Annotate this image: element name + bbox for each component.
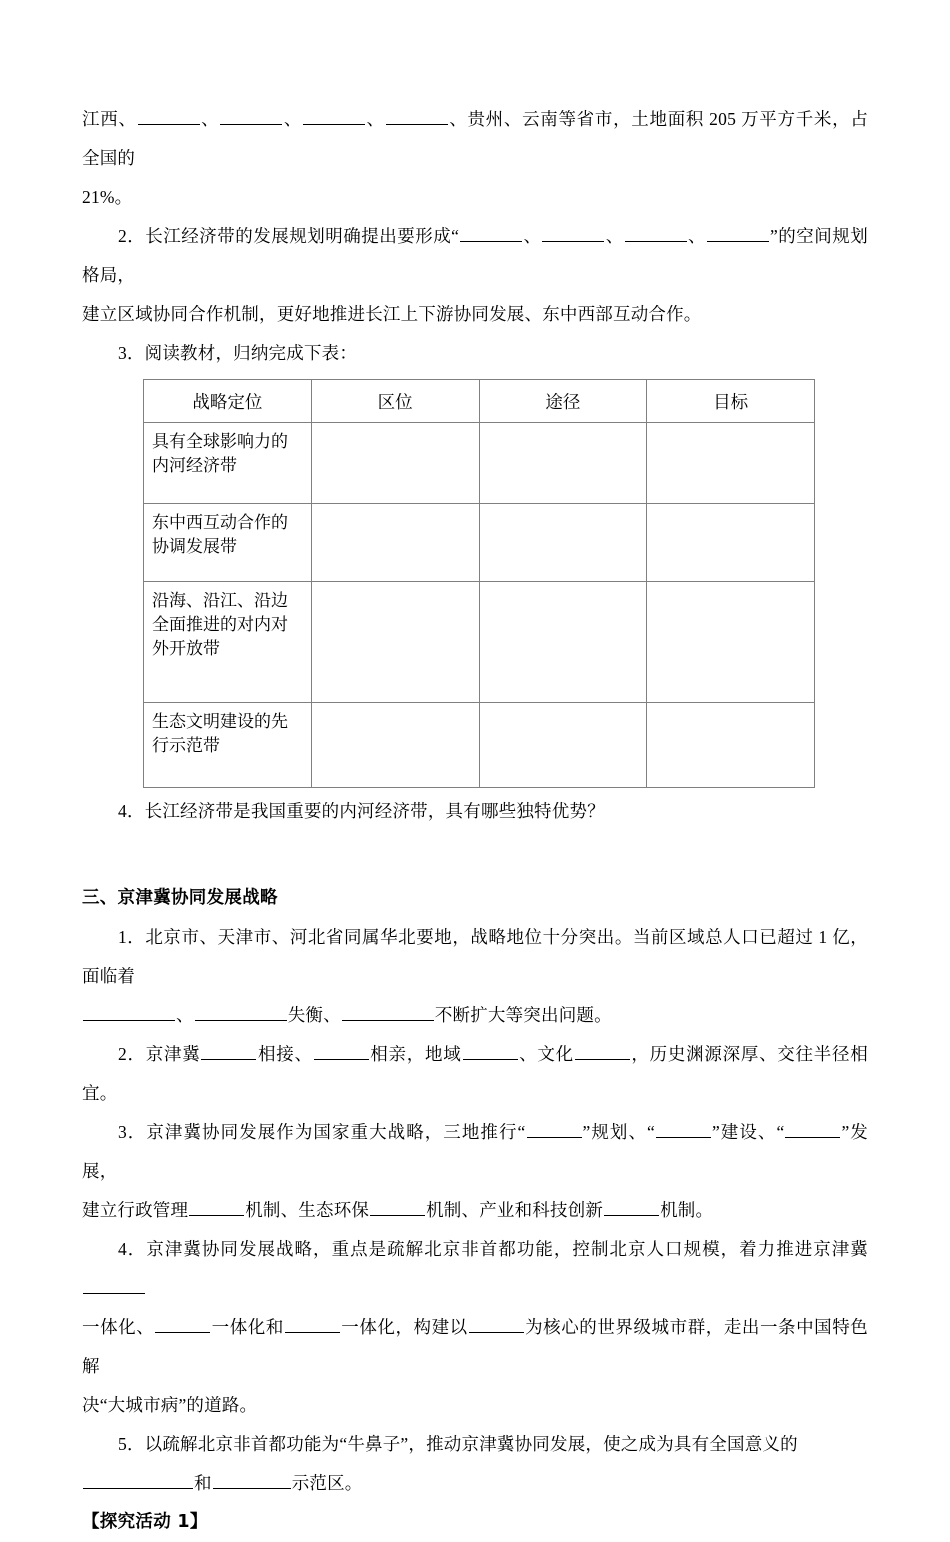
fill-blank[interactable] <box>469 1317 524 1333</box>
fill-blank[interactable] <box>83 1005 175 1021</box>
table-cell-location[interactable] <box>311 582 479 703</box>
s3-item1-number: 1． <box>118 927 146 947</box>
fill-blank[interactable] <box>463 1044 518 1060</box>
table-cell-goal[interactable] <box>647 504 815 582</box>
s3-item2-t4: ，历史渊源深厚、交往半径相宜。 <box>82 1044 868 1103</box>
table-cell-location[interactable] <box>311 504 479 582</box>
activity-label: 【探究活动 1】 <box>82 1512 208 1532</box>
paragraph-s3-item4-line2 <box>82 1308 868 1386</box>
s3-item3-l2t2: 机制、产业和科技创新 <box>426 1200 604 1220</box>
paragraph-item1-continued <box>82 100 868 178</box>
item1-sep1: 、 <box>200 109 220 129</box>
item1-sep3: 、 <box>366 109 385 129</box>
s3-item3-l2t3: 机制。 <box>660 1200 714 1220</box>
s3-item1-sep1: 、 <box>176 1005 194 1025</box>
fill-blank[interactable] <box>542 226 604 242</box>
fill-blank[interactable] <box>314 1044 369 1060</box>
fill-blank[interactable] <box>201 1044 256 1060</box>
fill-blank[interactable] <box>213 1473 291 1489</box>
paragraph-s3-item3-line2 <box>82 1191 868 1230</box>
item2-sep1: 、 <box>523 226 542 246</box>
fill-blank[interactable] <box>460 226 522 242</box>
table-cell-strategy <box>144 703 312 788</box>
s3-item3-t0: 京津冀协同发展作为国家重大战略，三地推行“ <box>146 1122 526 1142</box>
paragraph-s3-item1-line2 <box>82 996 868 1035</box>
paragraph-s3-item5 <box>82 1425 868 1464</box>
s3-item4-t2: 一体化和 <box>211 1317 284 1337</box>
table-row <box>144 703 815 788</box>
fill-blank[interactable] <box>342 1005 434 1021</box>
s3-item4-t1: 一体化、 <box>82 1317 155 1337</box>
fill-blank[interactable] <box>220 109 282 125</box>
item4-text: 长江经济带是我国重要的内河经济带，具有哪些独特优势？ <box>144 801 605 821</box>
s3-item2-t2: 相亲，地域 <box>369 1044 462 1064</box>
table-cell-approach[interactable] <box>479 423 647 504</box>
item2-text-before: 长江经济带的发展规划明确提出要形成“ <box>145 226 460 246</box>
table-cell-goal[interactable] <box>647 582 815 703</box>
fill-blank[interactable] <box>83 1278 145 1294</box>
table-cell-goal[interactable] <box>647 423 815 504</box>
table-cell-location[interactable] <box>311 423 479 504</box>
fill-blank[interactable] <box>138 109 200 125</box>
table-cell-strategy <box>144 423 312 504</box>
fill-blank[interactable] <box>303 109 365 125</box>
table-header-approach: 途径 <box>479 380 647 423</box>
table-cell-strategy <box>144 504 312 582</box>
paragraph-s3-item5-line2 <box>82 1464 868 1503</box>
paragraph-s3-item4-line3: 决“大城市病”的道路。 <box>82 1395 258 1415</box>
item2-sep2: 、 <box>605 226 624 246</box>
table-header-row <box>144 380 815 423</box>
fill-blank[interactable] <box>83 1473 193 1489</box>
item3-text: 阅读教材，归纳完成下表： <box>144 343 358 363</box>
fill-blank[interactable] <box>527 1122 582 1138</box>
fill-blank[interactable] <box>604 1200 659 1216</box>
item2-text-after: ”的空间规划格局， <box>82 226 868 285</box>
section-heading-three: 三、京津冀协同发展战略 <box>82 888 278 908</box>
table-cell-strategy <box>144 582 312 703</box>
cell-text: 东中西互动合作的协调发展带 <box>152 513 288 556</box>
table-cell-approach[interactable] <box>479 504 647 582</box>
s3-item4-t4: 为核心的世界级城市群，走出一条中国特色解 <box>82 1317 868 1376</box>
s3-item3-l2t1: 机制、生态环保 <box>245 1200 370 1220</box>
paragraph-s3-item2 <box>82 1035 868 1113</box>
table-row <box>144 582 815 703</box>
s3-item5-t2: 示范区。 <box>291 1473 363 1493</box>
s3-item4-t3: 一体化，构建以 <box>340 1317 468 1337</box>
item2-number: 2． <box>118 226 146 246</box>
fill-blank[interactable] <box>386 109 448 125</box>
table-cell-approach[interactable] <box>479 703 647 788</box>
s3-item3-t3: ”发展， <box>82 1122 868 1181</box>
cell-text: 生态文明建设的先行示范带 <box>152 712 288 755</box>
fill-blank[interactable] <box>575 1044 630 1060</box>
section-spacer <box>82 831 868 879</box>
paragraph-item1-line2: 21%。 <box>82 187 133 207</box>
s3-item2-number: 2． <box>118 1044 146 1064</box>
s3-item1-mid1: 失衡、 <box>287 1005 341 1025</box>
fill-blank[interactable] <box>189 1200 244 1216</box>
fill-blank[interactable] <box>707 226 769 242</box>
table-header-goal: 目标 <box>647 380 815 423</box>
fill-blank[interactable] <box>656 1122 711 1138</box>
item2-sep3: 、 <box>687 226 707 246</box>
paragraph-item2-line2: 建立区域协同合作机制，更好地推进长江上下游协同发展、东中西部互动合作。 <box>82 304 702 324</box>
table-cell-goal[interactable] <box>647 703 815 788</box>
s3-item1-line1: 北京市、天津市、河北省同属华北要地，战略地位十分突出。当前区域总人口已超过 1 亿，面临着 <box>82 927 868 986</box>
cell-text: 具有全球影响力的内河经济带 <box>152 432 288 475</box>
paragraph-item4 <box>82 792 868 831</box>
s3-item3-t2: ”建设、“ <box>711 1122 785 1142</box>
paragraph-s3-item4 <box>82 1230 868 1308</box>
s3-item2-t1: 相接、 <box>257 1044 313 1064</box>
document-content <box>82 100 868 1542</box>
table-cell-approach[interactable] <box>479 582 647 703</box>
s3-item5-number: 5． <box>118 1434 145 1454</box>
table-row <box>144 504 815 582</box>
fill-blank[interactable] <box>195 1005 287 1021</box>
fill-blank[interactable] <box>155 1317 210 1333</box>
s3-item3-t1: ”规划、“ <box>582 1122 655 1142</box>
s3-item1-tail: 不断扩大等突出问题。 <box>434 1005 612 1025</box>
cell-text: 沿海、沿江、沿边全面推进的对内对外开放带 <box>152 591 288 658</box>
fill-blank[interactable] <box>370 1200 425 1216</box>
s3-item4-number: 4． <box>118 1239 147 1259</box>
paragraph-s3-item1 <box>82 918 868 996</box>
s3-item5-t0: 以疏解北京非首都功能为“牛鼻子”，推动京津冀协同发展，使之成为具有全国意义的 <box>144 1434 798 1454</box>
s3-item3-number: 3． <box>118 1122 147 1142</box>
paragraph-item2 <box>82 217 868 295</box>
item1-sep2: 、 <box>283 109 303 129</box>
table-row <box>144 423 815 504</box>
item1-prefix: 江西、 <box>82 109 137 129</box>
s3-item3-l2t0: 建立行政管理 <box>82 1200 189 1220</box>
table-header-strategy: 战略定位 <box>144 380 312 423</box>
strategy-table-wrapper <box>143 379 868 788</box>
fill-blank[interactable] <box>625 226 687 242</box>
s3-item4-t0: 京津冀协同发展战略，重点是疏解北京非首都功能，控制北京人口规模，着力推进京津冀 <box>146 1239 869 1259</box>
fill-blank[interactable] <box>285 1317 340 1333</box>
paragraph-item3 <box>82 334 868 373</box>
s3-item5-t1: 和 <box>194 1473 212 1493</box>
item3-number: 3． <box>118 343 145 363</box>
item4-number: 4． <box>118 801 145 821</box>
s3-item2-t0: 京津冀 <box>145 1044 201 1064</box>
table-header-location: 区位 <box>311 380 479 423</box>
strategy-table <box>143 379 815 788</box>
s3-item2-t3: 、文化 <box>518 1044 574 1064</box>
paragraph-s3-item3 <box>82 1113 868 1191</box>
fill-blank[interactable] <box>785 1122 840 1138</box>
item1-suffix: 、贵州、云南等省市，土地面积 205 万平方千米，占全国的 <box>82 109 869 168</box>
table-cell-location[interactable] <box>311 703 479 788</box>
